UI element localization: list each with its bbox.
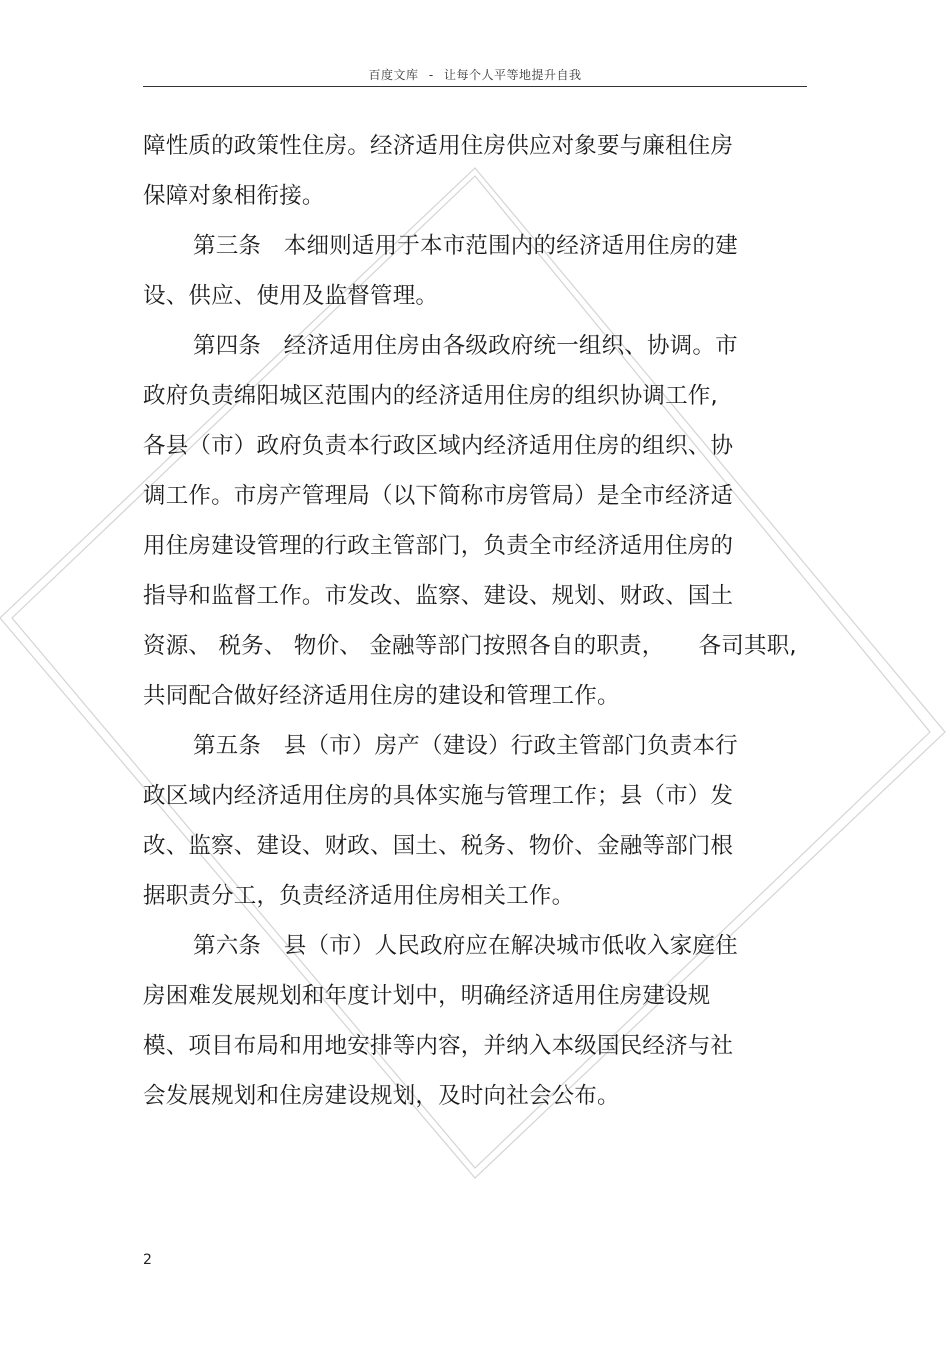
header-slogan: 让每个人平等地提升自我 [444, 68, 582, 82]
text-line: 房困难发展规划和年度计划中，明确经济适用住房建设规 [143, 983, 711, 1009]
text-line: 政府负责绵阳城区范围内的经济适用住房的组织协调工作, [143, 383, 718, 409]
page-number: 2 [143, 1252, 152, 1268]
page-header [143, 66, 807, 87]
article-4-heading-line: 第四条 经济适用住房由各级政府统一组织、协调。市 [193, 333, 738, 359]
text-line: 设、供应、使用及监督管理。 [143, 283, 439, 309]
text-line: 指导和监督工作。市发改、监察、建设、规划、财政、国土 [143, 583, 734, 609]
header-site-name: 百度文库 [368, 68, 419, 82]
text-line: 模、项目布局和用地安排等内容，并纳入本级国民经济与社 [143, 1033, 734, 1059]
text-line: 障性质的政策性住房。经济适用住房供应对象要与廉租住房 [143, 133, 734, 159]
header-separator: - [428, 68, 434, 82]
article-3-heading-line: 第三条 本细则适用于本市范围内的经济适用住房的建 [193, 233, 738, 259]
text-line: 资源、 税务、 物价、 金融等部门按照各自的职责， 各司其职, [143, 633, 797, 659]
article-5-heading-line: 第五条 县（市）房产（建设）行政主管部门负责本行 [193, 733, 738, 759]
text-line: 会发展规划和住房建设规划，及时向社会公布。 [143, 1083, 620, 1109]
text-line: 据职责分工，负责经济适用住房相关工作。 [143, 883, 575, 909]
text-line: 用住房建设管理的行政主管部门，负责全市经济适用住房的 [143, 533, 734, 559]
text-line: 改、监察、建设、财政、国土、税务、物价、金融等部门根 [143, 833, 734, 859]
text-line: 各县（市）政府负责本行政区域内经济适用住房的组织、协 [143, 433, 734, 459]
article-6-heading-line: 第六条 县（市）人民政府应在解决城市低收入家庭住 [193, 933, 738, 959]
text-line: 共同配合做好经济适用住房的建设和管理工作。 [143, 683, 620, 709]
text-line: 调工作。市房产管理局（以下简称市房管局）是全市经济适 [143, 483, 734, 509]
text-line: 政区域内经济适用住房的具体实施与管理工作；县（市）发 [143, 783, 734, 809]
text-line: 保障对象相衔接。 [143, 183, 325, 209]
